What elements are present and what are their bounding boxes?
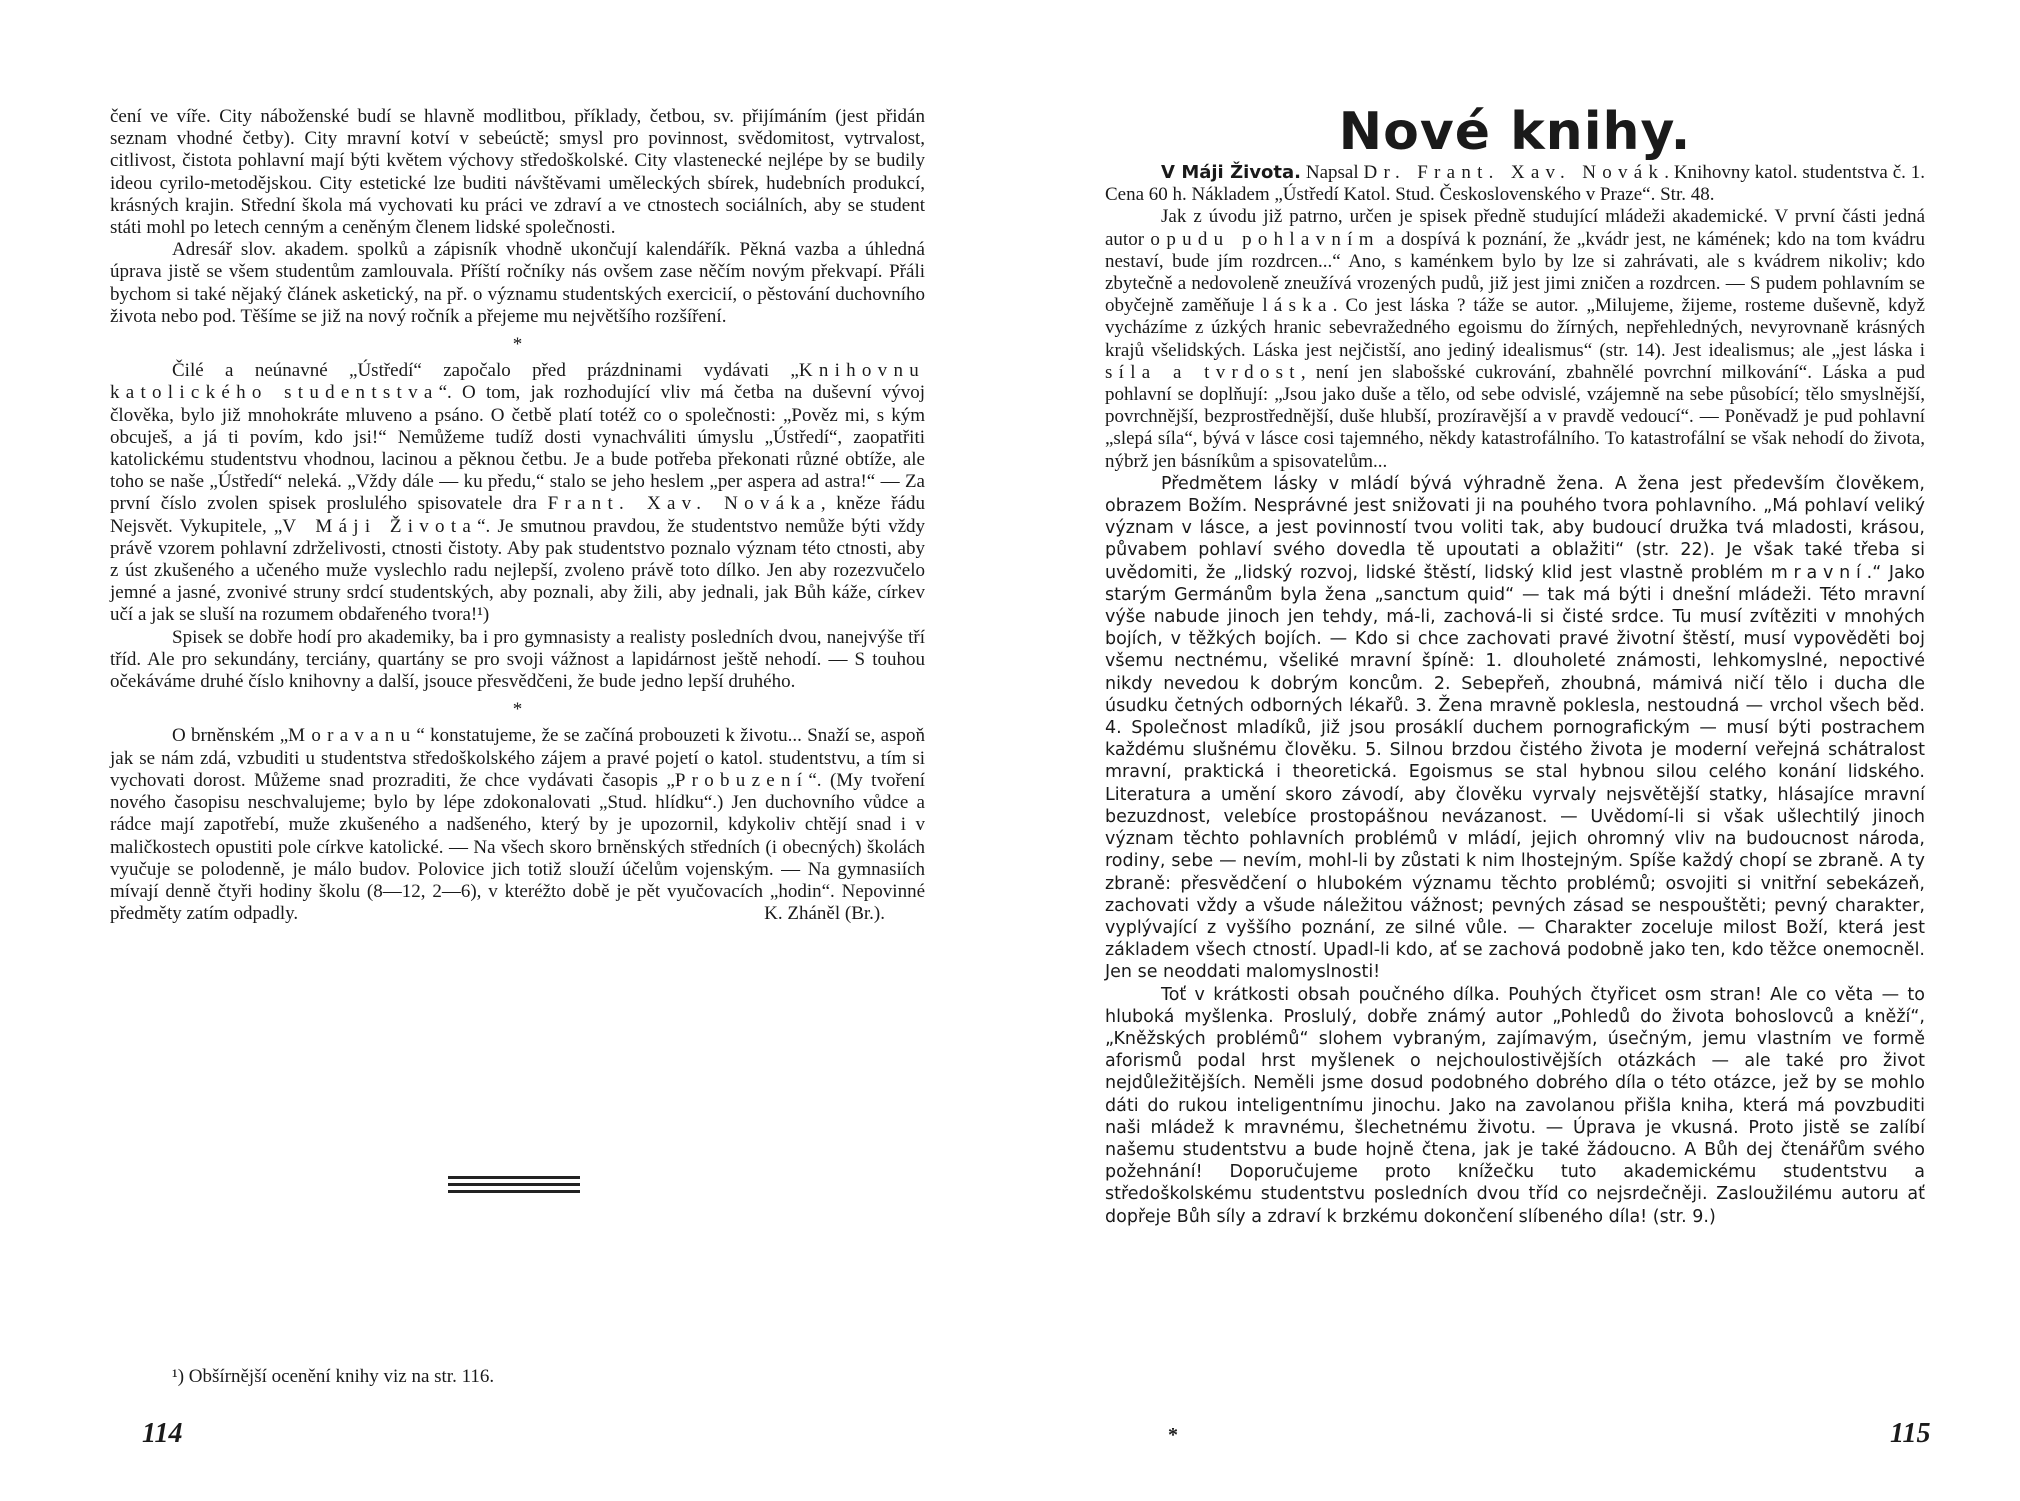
footnote: ¹) Obšírnější ocenění knihy viz na str. 116. — [172, 1366, 495, 1387]
text-run: “ konstatujeme, že se začíná probouzeti k životu... Snaží se, aspoň jak se nám zdá, vzbuditi u studentstva středoškolského zájem a pravé pojetí o katol. studentstvu, a tím si vychovati dorost. Můžeme snad prozraditi, že chce vydávati časopis „ — [110, 725, 925, 791]
paragraph — [1105, 206, 1925, 472]
right-page — [1010, 0, 2020, 1501]
book-title: V Máji Života. — [1161, 162, 1302, 183]
book-citation — [1105, 162, 1925, 206]
text-run: . Co jest láska ? táže se autor. „Milujeme, žijeme, rosteme duševně, když vycházíme z úzkých hranic sebevražedného egoismu do žírných, nepřehledných, nevyrovnaně krásných krajů všelidských. Láska jest nejčistší, ano jediný idealismus“ (str. 14). Jest idealismus; ale „jest láska i — [1105, 295, 1925, 361]
paragraph — [1105, 473, 1925, 984]
page-number: 115 — [1890, 1418, 1931, 1449]
text-run: “. (My tvoření nového časopisu neschvalujeme; bylo by lépe zdokonalovati „Stud. hlídku“.) Jen duchovního vůdce a rádce mají zapotřebí, muže zkušeného a nadšeného, který by je upozornil, kdykoliv chtějí snad i v maličkostech opustiti pole církve katolické. — Na všech skoro brněnských středních (i obecných) školách vyučuje se polodenně, je málo budov. Polovice jich totiž slouží účelům vojenským. — Na gymnasiích mívají denně čtyři hodiny školu (8—12, 2—6), v kteréžto době je pět vyučovacích „hodin“. Nepovinné předměty zatím odpadly. — [110, 769, 925, 925]
text-run: Jak z úvodu již patrno, určen je spisek předně studující mládeži akademické. V první části jedná autor o — [1105, 206, 1925, 250]
spaced-author-name: Frant. Xav. Nováka — [547, 493, 821, 515]
text-run: “. Je smutnou pravdou, že studentstvo nemůže býti vždy právě vzorem pohlavní zdrželivosti, ctnosti čistoty. Aby pak studentstvo poznalo význam této ctnosti, aby z úst zkušeného a učeného muže vyslechlo radu nejlepší, zvoleno právě toto dílko. Jen aby rozezvučelo jemné a jasné, zvonivé struny srdcí studentských, aby poznali, aby žili, aby jednali, jak Bůh káže, církev učí a jak se sluší na rozumem obdařeného tvora!¹) — [110, 515, 926, 626]
spaced-term: pudu pohlavním — [1166, 228, 1380, 250]
right-text-column — [1105, 162, 1925, 1228]
spaced-term: mravní — [1770, 562, 1867, 583]
text-run: Napsal — [1301, 162, 1364, 183]
text-run: .“ Jako starým Germánům byla žena „sanctum quid“ — tak má býti i dnešní mládeži. Této mravní výše nabude jinoch jen tehdy, má-li, zachová-li si čisté srdce. Tu musí zvítěziti v mnohých bojích, v těžkých bojích. — Kdo si chce zachovati pravé životní štěstí, musí vypověděti boj všemu nectnému, všeliké mravní špíně: 1. dlouholeté známosti, lehkomyslné, nepoctivé nikdy nevedou k dobrým koncům. 2. Sebepřeň, zhoubná, mámivá ničí tělo i ducha dle úsudku četných odborných lékařů. 3. Žena mravně poklesla, nestoudná — vrchol všech běd. 4. Společnost mladíků, již jsou prosáklí duchem pornografickým — musí býti postrachem každému slušnému člověku. 5. Silnou brzdou čistého života je moderní veřejná schátralost mravní, praktická i theoretická. Egoismus se stal hybnou silou celého konání lidského. Literatura a umění skoro závodí, aby člověku vyrvaly nejsvětější statky, hlásajíce mravní bezuzdnost, velebíce prostopášnou nevázanost. — Uvědomí-li si však ušlechtilý jinoch význam těchto pohlavních problémů v mládí, jejich ohromný vliv na budoucnost národa, rodiny, sebe — nevím, mohl-li by zůstati k nim lhostejným. Spíše každý chopí se zbraně. A ty zbraně: přesvědčení o hlubokém významu těchto problémů; osvojiti si vnitřní sebekázeň, zachovati vždy a všude náležitou vážnost; pevných zásad se nespouštěti; pevný charakter, vyplývající z vyššího poznání, ze silné vůle. — Charakter zoceluje milost Boží, která jest základem všech ctností. Upadl-li kdo, ať se zachová podobně jako ten, kdo těžce onemocněl. Jen se neoddati malomyslnosti! — [1105, 562, 1925, 983]
paragraph: Toť v krátkosti obsah poučného dílka. Pouhých čtyřicet osm stran! Ale co věta — to hluboká myšlenka. Proslulý, dobře známý autor „Pohledů do života bohoslovců a kněží“, „Kněžských problémů“ slohem vybraným, zajímavým, úsečným, jemu vlastním ve formě aforismů podal hrst myšlenek o nejchoulostivějších otázkách — ale také pro život nejdůležitějších. Neměli jsme dosud podobného dobrého díla o této otázce, jež by se mohlo dáti do rukou inteligentnímu jinochu. Jako na zavolanou přišla kniha, která má povzbuditi naši mládež k mravnému, šlechetnému životu. — Úprava je vkusná. Proto jistě se zalíbí našemu studentstvu a bude hojně čtena, jak je také žádoucno. A Bůh dej čtenářům svého požehnání! Doporučujeme proto knížečku tuto akademickému studentstvu a středoškolskému studentstvu posledních dvou tříd co nejsrdečněji. Zasloužilému autoru ať dopřeje Bůh síly a zdraví k brzkému dokončení slíbeného díla! (str. 9.) — [1105, 984, 1925, 1227]
text-run: O brněnském „ — [172, 725, 289, 747]
text-run: “. O tom, jak rozhodující vliv má četba na duševní vývoj člověka, bylo již mnohokráte mluveno a psáno. O četbě platí totéž co o společnosti: „Pověz mi, s kým obcuješ, a já ti povím, kdo jsi!“ Nemůžeme tudíž dosti vynachváliti úmyslu „Ústředí“, zaopatřiti katolickému studentstvu vhodnou, lacinou a pěknou četbu. Je a bude potřeba překonati různé obtíže, ale toho se naše „Ústředí“ neleká. „Vždy dále — ku předu,“ stalo se jeho heslem „per aspera ad astra!“ — Za první číslo zvolen spisek proslulého spisovatele dra — [110, 382, 925, 515]
paragraph-moravan — [110, 725, 925, 925]
spaced-book-title: V Máji Života — [282, 515, 478, 537]
spaced-moravan: Moravanu — [288, 725, 417, 747]
text-run: Předmětem lásky v mládí bývá výhradně žena. A žena jest především člověkem, obrazem Božím. Nesprávné jest snižovati ji na pouhého tvora pohlavního. „Má pohlaví veliký význam v lásce, a jest povinností tvou voliti tak, aby budoucí družka tvá mladosti, krásou, půvabem pohlaví svého dovedla tě upoutati a oblažiti“ (str. 22). Je však také třeba si uvědomiti, že „lidský rozvoj, lidské štěstí, lidský klid jest vlastně problém — [1105, 473, 1925, 583]
section-separator: * — [512, 334, 523, 356]
double-rule-divider — [448, 1176, 580, 1197]
spaced-probuzeni: Probuzení — [674, 769, 809, 791]
spaced-term: síla a tvrdost — [1105, 361, 1301, 383]
text-run: a dospívá k poznání, že „kvádr jest, ne kámének; kdo na tom kvádru nestaví, bude jím rozdrcen...“ Ano, s kaménkem bylo by lze si zahrávati, ale s kvádrem nikoliv; kdo zbytečně a nedovoleně zneužívá vrozených pudů, již jest jimi zničen a rozdrcen. — S pudem pohlavním se obyčejně zaměňuje — [1105, 228, 1926, 317]
section-separator: * — [512, 699, 523, 721]
spaced-author-name: Dr. Frant. Xav. Novák — [1363, 162, 1665, 183]
spaced-term: láska — [1262, 295, 1333, 317]
text-run: , není jen slabošské cukrování, zbahnělé povrchní milkování“. Láska a pud pohlavní se doplňují: „Jsou jako duše a tělo, od sebe odvislé, vzájemně na sebe působící; tělo smyslnější, povrchnější, bezprostřednější, duše hlubší, prozíravější a v pravdě vedoucí“. — Poněvadž je pud pohlavní „slepá síla“, bývá v lásce cosi tajemného, někdy katastrofálního. To katastrofální se však nehodí do života, nýbrž jen básníkům a spisovatelům... — [1105, 361, 1925, 472]
signature: K. Zháněl (Br.). — [764, 903, 885, 925]
text-run: . Knihovny katol. studentstva č. 1. Cena 60 h. Nákladem „Ústředí Katol. Stud. Československého v Praze“. Str. 48. — [1105, 162, 1925, 206]
paragraph: Spisek se dobře hodí pro akademiky, ba i pro gymnasisty a realisty posledních dvou, nanejvýše tří tříd. Ale pro sekundány, terciány, quartány se pro svoji vážnost a lapidárnost ještě nehodí. — S touhou očekáváme druhé číslo knihovny a další, jsouce přesvědčeni, že bude jedno lepší druhého. — [110, 626, 925, 693]
left-text-column — [110, 106, 925, 926]
spaced-library-name: Knihovnu katolického studentstva — [110, 360, 925, 404]
page-number: 114 — [142, 1418, 183, 1449]
text-run: Čilé a neúnavné „Ústředí“ započalo před prázdninami vydávati „ — [172, 360, 799, 382]
paragraph: čení ve víře. City náboženské budí se hlavně modlitbou, příklady, četbou, sv. přijímáním (jest přidán seznam vhodné četby). City mravní kotví v sebeúctě; smysl pro povinnost, svědomitost, vytrvalost, citlivost, čistota pohlavní mají býti květem výchovy středoškolské. City vlastenecké nejlépe by se budily ideou cyrilo-metodějskou. City estetické lze buditi návštěvami uměleckých sbírek, hudebních produkcí, krásných krajin. Střední škola má vychovati ku práci ve zdraví a ve ctnostech sociálních, aby se student státi mohl po letech cenným a ceněným členem lidské společnosti. — [110, 106, 925, 239]
paragraph-library-announcement — [110, 360, 925, 626]
page-title: Nové knihy. — [1338, 102, 1692, 162]
signature-mark: * — [1168, 1424, 1178, 1446]
paragraph: Adresář slov. akadem. spolků a zápisník vhodně ukončují kalendářík. Pěkná vazba a úhledná úprava jistě se všem studentům zamlouvala. Příští ročníky nás ovšem zase něčím novým překvapí. Přáli bychom si také nějaký článek asketický, na př. o významu studentských exercicií, o pěstování duchovního života nebo pod. Těšíme se již na nový ročník a přejeme mu největšího rozšíření. — [110, 239, 925, 327]
text-run: , kněze řádu Nejsvět. Vykupitele, „ — [110, 493, 925, 537]
